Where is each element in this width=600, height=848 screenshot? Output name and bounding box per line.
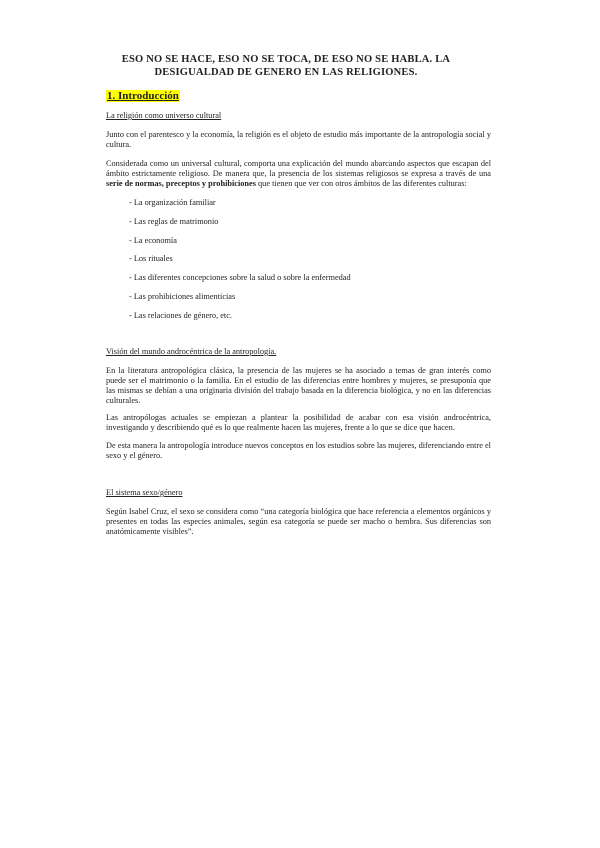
list-item: - Las reglas de matrimonio	[129, 217, 219, 226]
subheading-sex-gender-system: El sistema sexo/género	[106, 488, 183, 497]
list-item: - Las diferentes concepciones sobre la salud o sobre la enfermedad	[129, 273, 351, 282]
paragraph-6: Según Isabel Cruz, el sexo se considera como “una categoría biológica que hace referencia a elementos orgánicos y presentes en todas las especies animales, según esa categoría se puede ser macho o hembra. Sus diferencias son anatómicamente visibles”.	[106, 507, 491, 536]
paragraph-2-start: Considerada como un universal cultural, comporta una explicación del mundo abarcando aspectos que escapan del ámbito estrictamente religioso. De manera que, la presencia de los sistemas religiosos se expresa a través de una	[106, 159, 491, 178]
subheading-androcentric-view: Visión del mundo androcéntrica de la antropología.	[106, 347, 277, 356]
list-item: - Las relaciones de género, etc.	[129, 311, 232, 320]
paragraph-4: Las antropólogas actuales se empiezan a plantear la posibilidad de acabar con esa visión androcéntrica, investigando y describiendo qué es lo que realmente hacen las mujeres, frente a lo que se dice que hacen.	[106, 413, 491, 432]
paragraph-5: De esta manera la antropología introduce nuevos conceptos en los estudios sobre las mujeres, diferenciando entre el sexo y el género.	[106, 441, 491, 460]
section-heading-introduction	[106, 90, 180, 103]
list-item: - Las prohibiciones alimenticias	[129, 292, 236, 301]
subheading-religion: La religión como universo cultural	[106, 111, 222, 120]
list-item: - Los rituales	[129, 254, 173, 263]
paragraph-1: Junto con el parentesco y la economía, la religión es el objeto de estudio más importante de la antropología social y cultura.	[106, 130, 491, 149]
list-item: - La economía	[129, 236, 177, 245]
list-item: - La organización familiar	[129, 198, 216, 207]
paragraph-2	[106, 159, 491, 189]
section-heading-label: 1. Introducción	[107, 90, 179, 102]
paragraph-3: En la literatura antropológica clásica, la presencia de las mujeres se ha asociado a temas de gran interés como puede ser el matrimonio o la familia. En el estudio de las diferencias entre hombres y mujeres, se presuponía que las mismas se debían a una originaria división del trabajo basada en la diferencia biológica, y no en las diferencias culturales.	[106, 366, 491, 405]
document-title: ESO NO SE HACE, ESO NO SE TOCA, DE ESO NO SE HABLA. LA DESIGUALDAD DE GENERO EN LAS RELIGIONES.	[121, 54, 451, 78]
paragraph-2-bold: serie de normas, preceptos y prohibiciones	[106, 179, 256, 188]
paragraph-2-end: que tienen que ver con otros ámbitos de las diferentes culturas:	[255, 179, 467, 188]
